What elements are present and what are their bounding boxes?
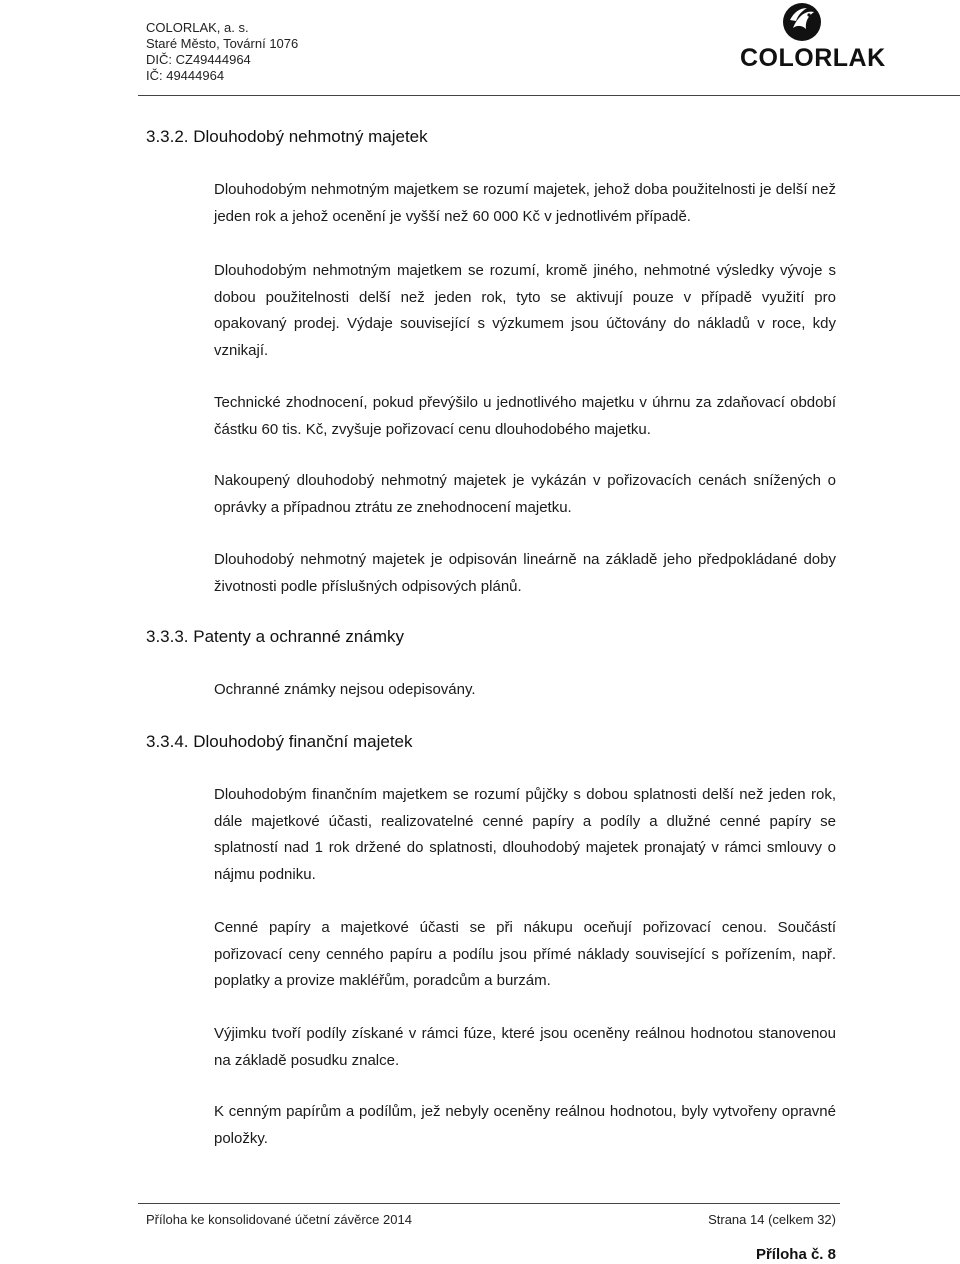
annex-label: Příloha č. 8	[755, 1246, 836, 1263]
header-divider	[138, 95, 960, 96]
paragraph: Dlouhodobým finančním majetkem se rozumí půjčky s dobou splatnosti delší než jeden rok, dále majetkové účasti, realizovatelné cenné papíry a podíly a dlužné cenné papíry se splatností nad 1 rok držené do splatnosti, dlouhodobý majetek pronajatý v rámci smlouvy o nájmu podniku.	[214, 786, 836, 883]
paragraph: Technické zhodnocení, pokud převýšilo u jednotlivého majetku v úhrnu za zdaňovací období částku 60 tis. Kč, zvyšuje pořizovací cenu dlouhodobého majetku.	[214, 394, 836, 438]
paragraph: K cenným papírům a podílům, jež nebyly oceněny reálnou hodnotou, byly vytvořeny opravné položky.	[214, 1103, 836, 1147]
company-name: COLORLAK, a. s.	[146, 20, 249, 35]
page-header	[0, 0, 960, 96]
company-address: Staré Město, Tovární 1076	[146, 36, 299, 51]
company-ic: IČ: 49444964	[146, 68, 225, 83]
paragraph: Dlouhodobý nehmotný majetek je odpisován lineárně na základě jeho předpokládané doby životnosti podle příslušných odpisových plánů.	[214, 551, 836, 595]
company-info	[146, 20, 298, 84]
footer-divider	[138, 1203, 840, 1204]
paragraph: Dlouhodobým nehmotným majetkem se rozumí majetek, jehož doba použitelnosti je delší než jeden rok a jehož ocenění je vyšší než 60 000 Kč v jednotlivém případě.	[214, 181, 836, 225]
paragraph: Výjimku tvoří podíly získané v rámci fúze, které jsou oceněny reálnou hodnotou stanovenou na základě posudku znalce.	[214, 1025, 836, 1069]
company-dic: DIČ: CZ49444964	[146, 52, 251, 67]
footer-page-number: Strana 14 (celkem 32)	[708, 1212, 836, 1227]
section-heading-3-3-4: 3.3.4. Dlouhodobý finanční majetek	[146, 732, 413, 751]
paragraph: Dlouhodobým nehmotným majetkem se rozumí, kromě jiného, nehmotné výsledky vývoje s dobou použitelnosti delší než jeden rok, tyto se aktivují pouze v případě využití pro opakovaný prodej. Výdaje související s výzkumem jsou účtovány do nákladů v roce, kdy vznikají.	[214, 262, 836, 359]
paragraph: Cenné papíry a majetkové účasti se při nákupu oceňují pořizovací cenou. Součástí pořizovací ceny cenného papíru a podílu jsou přímé náklady související s pořízením, např. poplatky a provize makléřům, poradcům a burzám.	[214, 919, 836, 989]
section-heading-3-3-2: 3.3.2. Dlouhodobý nehmotný majetek	[146, 127, 428, 146]
logo-wordmark: COLORLAK	[740, 44, 886, 72]
paragraph: Ochranné známky nejsou odepisovány.	[214, 681, 476, 698]
footer-document-title: Příloha ke konsolidované účetní závěrce 2014	[146, 1212, 412, 1227]
section-heading-3-3-3: 3.3.3. Patenty a ochranné známky	[146, 627, 404, 646]
paragraph: Nakoupený dlouhodobý nehmotný majetek je vykázán v pořizovacích cenách snížených o oprávky a případnou ztrátu ze znehodnocení majetku.	[214, 472, 836, 516]
